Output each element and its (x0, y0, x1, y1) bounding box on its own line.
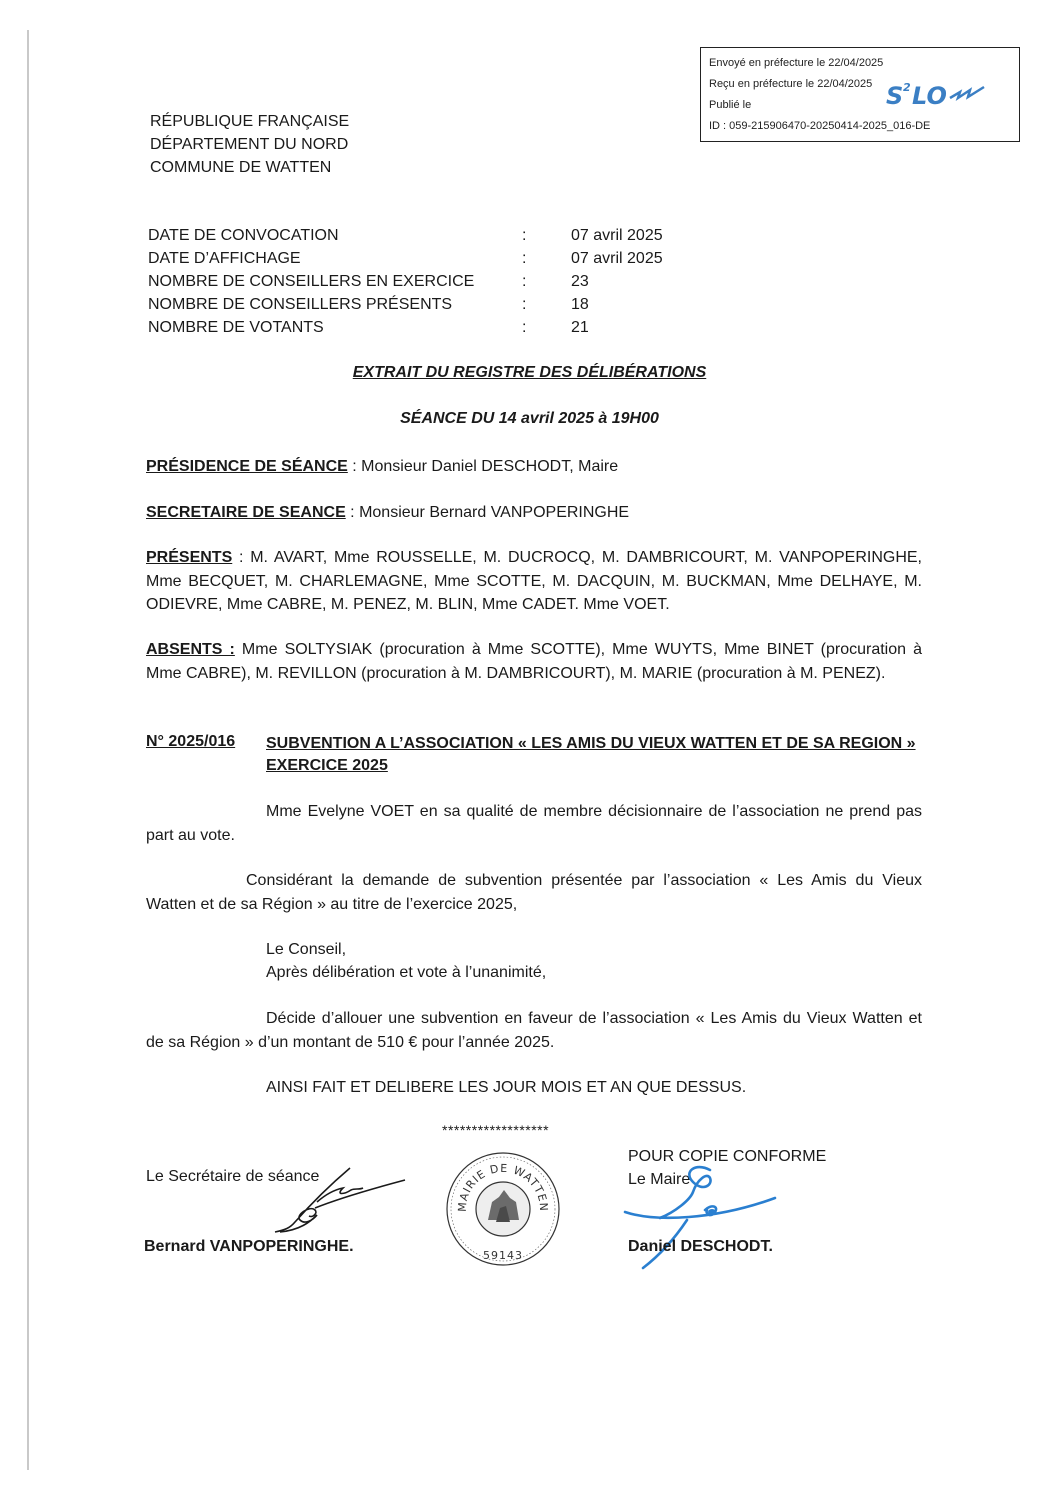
maire-name: Daniel DESCHODT. (628, 1238, 773, 1255)
decide-paragraph: Décide d’allouer une subvention en faveur de l’association « Les Amis du Vieux Watten et de sa Région » d’un montant de 510 € pour l’année 2025. (146, 1010, 922, 1051)
departement-label: DÉPARTEMENT DU NORD (150, 136, 349, 153)
svg-text:LO: LO (912, 82, 947, 110)
info-value: 18 (571, 296, 589, 313)
info-colon: : (522, 296, 527, 313)
secretaire-line (146, 501, 922, 525)
stamp-envoye: Envoyé en préfecture le 22/04/2025 (709, 57, 884, 69)
considerant-paragraph: Considérant la demande de subvention présentée par l’association « Les Amis du Vieux Watten et de sa Région » au titre de l’exercice 2025, (146, 872, 922, 913)
svg-text:2: 2 (903, 81, 911, 94)
deliberation-title-line2: EXERCICE 2025 (266, 757, 388, 774)
secretaire-signature-title: Le Secrétaire de séance (146, 1168, 320, 1185)
s2lo-logo-icon (886, 78, 996, 112)
absents-paragraph (146, 638, 922, 685)
voet-paragraph: Mme Evelyne VOET en sa qualité de membre décisionnaire de l’association ne prend pas part au vote. (146, 803, 922, 844)
seance-title: SÉANCE DU 14 avril 2025 à 19H00 (400, 410, 659, 427)
info-value: 07 avril 2025 (571, 250, 663, 267)
info-value: 21 (571, 319, 589, 336)
republique-label: RÉPUBLIQUE FRANÇAISE (150, 113, 350, 130)
deliberation-title (266, 733, 926, 777)
ainsi-line: AINSI FAIT ET DELIBERE LES JOUR MOIS ET AN QUE DESSUS. (266, 1079, 747, 1096)
presidence-line (146, 455, 922, 479)
copie-conforme-label: POUR COPIE CONFORME (628, 1148, 827, 1165)
absents-label: ABSENTS : (146, 641, 235, 658)
info-value: 23 (571, 273, 589, 290)
stamp-id: ID : 059-215906470-20250414-2025_016-DE (709, 120, 931, 132)
scan-edge-line (27, 30, 29, 1470)
stamp-publie: Publié le (709, 99, 752, 111)
info-value: 07 avril 2025 (571, 227, 663, 244)
extrait-title-text: EXTRAIT DU REGISTRE DES DÉLIBÉRATIONS (352, 364, 707, 381)
document-header (150, 110, 349, 179)
stamp-recu: Reçu en préfecture le 22/04/2025 (709, 78, 873, 90)
info-colon: : (522, 250, 527, 267)
seal-bottom-text: 59143 (483, 1249, 523, 1262)
info-colon: : (522, 319, 527, 336)
info-colon: : (522, 273, 527, 290)
info-colon: : (522, 227, 527, 244)
info-label: NOMBRE DE CONSEILLERS PRÉSENTS (148, 296, 453, 313)
absents-text: Mme SOLTYSIAK (procuration à Mme SCOTTE), Mme WUYTS, Mme BINET (procuration à Mme CABRE), M. REVILLON (procuration à M. DAMBRICOURT), M. MARIE (procuration à M. PENEZ). (146, 641, 922, 682)
deliberation-number: N° 2025/016 (146, 733, 236, 750)
maire-title: Le Maire (628, 1171, 691, 1188)
secretaire-label: SECRETAIRE DE SEANCE (146, 504, 346, 521)
s2lo-logo (886, 78, 996, 119)
presidence-label: PRÉSIDENCE DE SÉANCE (146, 458, 348, 475)
commune-label: COMMUNE DE WATTEN (150, 159, 332, 176)
mairie-seal-icon (444, 1150, 562, 1268)
secretaire-name: Bernard VANPOPERINGHE. (144, 1238, 354, 1255)
separator-asterisks: ****************** (442, 1122, 550, 1138)
seal-top-text: MAIRIE DE WATTEN (455, 1161, 551, 1213)
info-label: NOMBRE DE VOTANTS (148, 319, 324, 336)
info-label: DATE DE CONVOCATION (148, 227, 339, 244)
secretaire-text: : Monsieur Bernard VANPOPERINGHE (345, 504, 630, 521)
presents-label: PRÉSENTS (146, 549, 233, 566)
svg-text:S: S (886, 82, 904, 110)
apres-line: Après délibération et vote à l’unanimité, (266, 964, 547, 981)
presents-text: : M. AVART, Mme ROUSSELLE, M. DUCROCQ, M. DAMBRICOURT, M. VANPOPERINGHE, Mme BECQUET, M. CHARLEMAGNE, Mme SCOTTE, M. DACQUIN, M. BUCKMAN, Mme DELHAYE, M. ODIEVRE, Mme CABRE, M. PENEZ, M. BLIN, Mme CADET. Mme VOET. (146, 549, 922, 613)
deliberation-title-line1: SUBVENTION A L’ASSOCIATION « LES AMIS DU VIEUX WATTEN ET DE SA REGION » (266, 735, 916, 752)
conseil-line: Le Conseil, (266, 941, 347, 958)
secretaire-signature-icon (255, 1160, 415, 1240)
extrait-title (0, 364, 1059, 382)
info-label: DATE D’AFFICHAGE (148, 250, 301, 267)
presents-paragraph (146, 546, 922, 617)
info-label: NOMBRE DE CONSEILLERS EN EXERCICE (148, 273, 475, 290)
presidence-text: : Monsieur Daniel DESCHODT, Maire (347, 458, 619, 475)
maire-signature-icon (615, 1160, 785, 1280)
